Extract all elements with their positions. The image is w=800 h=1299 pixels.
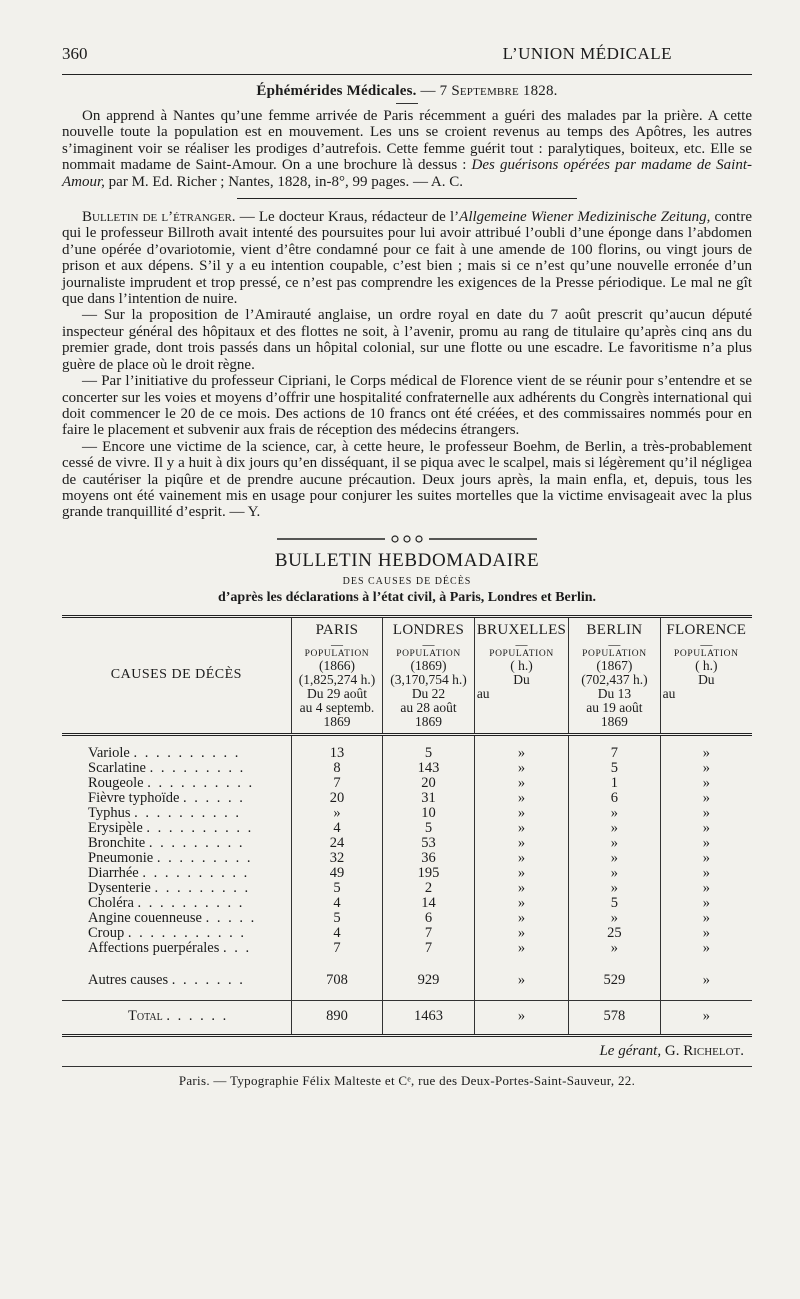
value-cell: 7 bbox=[383, 926, 475, 941]
page-header bbox=[62, 44, 752, 64]
title-rule bbox=[396, 103, 418, 104]
table-bottom-rule bbox=[62, 1034, 752, 1037]
value-cell: 31 bbox=[383, 791, 475, 806]
value-cell: 195 bbox=[383, 866, 475, 881]
table-row bbox=[62, 791, 752, 806]
header-rule bbox=[62, 74, 752, 75]
value-cell: 53 bbox=[383, 836, 475, 851]
value-cell: » bbox=[660, 761, 752, 776]
value-cell: » bbox=[569, 941, 660, 964]
value-cell: 24 bbox=[291, 836, 382, 851]
cause-cell: Variole . . . . . . . . . . bbox=[88, 744, 241, 761]
cause-cell: Scarlatine . . . . . . . . . bbox=[88, 759, 246, 776]
value-cell: 20 bbox=[291, 791, 382, 806]
value-cell: » bbox=[569, 881, 660, 896]
journal-page bbox=[62, 44, 752, 1089]
value-cell: 2 bbox=[383, 881, 475, 896]
value-cell: » bbox=[660, 821, 752, 836]
running-title: L’UNION MÉDICALE bbox=[502, 44, 672, 63]
value-cell: » bbox=[660, 836, 752, 851]
value-cell: » bbox=[569, 821, 660, 836]
table-header-row bbox=[62, 616, 752, 734]
value-cell: » bbox=[291, 806, 382, 821]
value-cell: » bbox=[474, 836, 568, 851]
value-cell: » bbox=[474, 821, 568, 836]
value-cell: » bbox=[660, 776, 752, 791]
value-cell: » bbox=[569, 866, 660, 881]
value-cell: 6 bbox=[383, 911, 475, 926]
value-cell: » bbox=[660, 896, 752, 911]
value-cell: 4 bbox=[291, 926, 382, 941]
value-cell: » bbox=[474, 791, 568, 806]
value-cell: 5 bbox=[569, 761, 660, 776]
cause-cell: Typhus . . . . . . . . . . bbox=[88, 804, 241, 821]
table-row bbox=[62, 806, 752, 821]
value-cell: » bbox=[474, 881, 568, 896]
value-cell: 5 bbox=[569, 896, 660, 911]
value-cell: 5 bbox=[383, 734, 475, 761]
value-cell: » bbox=[474, 761, 568, 776]
ornament-rule-icon bbox=[277, 535, 537, 543]
value-cell: 36 bbox=[383, 851, 475, 866]
value-cell: 1 bbox=[569, 776, 660, 791]
table-row bbox=[62, 941, 752, 964]
value-cell: » bbox=[474, 911, 568, 926]
cause-cell: Diarrhée . . . . . . . . . . bbox=[88, 864, 250, 881]
value-cell: 25 bbox=[569, 926, 660, 941]
signature bbox=[62, 1043, 752, 1060]
value-cell: 6 bbox=[569, 791, 660, 806]
cause-cell: Erysipèle . . . . . . . . . . bbox=[88, 819, 254, 836]
table-row bbox=[62, 836, 752, 851]
value-cell: » bbox=[660, 881, 752, 896]
table-row-other: Autres causes . . . . . . . 708 929 » 529 » bbox=[62, 964, 752, 1001]
value-cell: » bbox=[660, 866, 752, 881]
footer-rule bbox=[62, 1066, 752, 1067]
cause-cell: Affections puerpérales . . . bbox=[88, 939, 252, 956]
value-cell: » bbox=[569, 851, 660, 866]
table-row-total: Total . . . . . . 890 1463 » 578 » bbox=[62, 1000, 752, 1034]
ephemerides-date: — 7 Septembre 1828. bbox=[420, 83, 558, 99]
value-cell: » bbox=[474, 941, 568, 964]
table-row bbox=[62, 896, 752, 911]
deaths-table bbox=[62, 615, 752, 1034]
table-row bbox=[62, 821, 752, 836]
value-cell: » bbox=[569, 836, 660, 851]
page-number: 360 bbox=[62, 44, 88, 63]
value-cell: » bbox=[660, 734, 752, 761]
bulletin-etranger-heading: Bulletin de l’étranger. bbox=[82, 209, 236, 226]
table-row bbox=[62, 761, 752, 776]
value-cell: » bbox=[474, 806, 568, 821]
signature-name: G. Richelot. bbox=[664, 1042, 744, 1059]
bulletin-etranger-p3: — Par l’initiative du professeur Cipriani, le Corps médical de Florence vient de se réunir pour s’entendre et se concerter sur les voies et moyens d’offrir une hospitalité confraternelle aux adhérents du Congrès international qui doit commencer le 20 de ce mois. Des actions de 10 francs ont été créées, et des commissaires nommés pour en faire le placement et subvenir aux frais de réception des médecins étrangers. bbox=[62, 373, 752, 439]
cause-cell: Bronchite . . . . . . . . . bbox=[88, 834, 245, 851]
value-cell: » bbox=[569, 806, 660, 821]
value-cell: » bbox=[474, 866, 568, 881]
value-cell: 32 bbox=[291, 851, 382, 866]
ephemerides-paragraph: On apprend à Nantes qu’une femme arrivée de Paris récemment a guéri des malades par la prière. A cette nouvelle toute la population est en mouvement. Les uns se croient revenus au temps des Apôtres, les autres s’imaginent voir se réaliser les prodiges d’autrefois. Cette femme guérit tout : paralytiques, boiteux, etc. Elle se nommait madame de Saint-Amour. On a une brochure là dessus : Des guérisons opérées par madame de Saint-Amour, par M. Ed. Richer ; Nantes, 1828, in-8°, 99 pages. — A. C. bbox=[62, 108, 752, 190]
value-cell: » bbox=[474, 926, 568, 941]
bulletin-etranger-p2: — Sur la proposition de l’Amirauté anglaise, un ordre royal en date du 7 août prescrit qu’aucun député inspecteur général des hôpitaux et des flottes ne soit, à l’avenir, promu au rang de titulaire qu’après cinq ans du premier grade, dont trois passés dans un hôpital colonial, sur une flotte ou une escadre. Le favoritisme n’a plus guère de place où le droit règne. bbox=[62, 307, 752, 373]
cause-cell: Rougeole . . . . . . . . . . bbox=[88, 774, 255, 791]
value-cell: » bbox=[474, 896, 568, 911]
table-row bbox=[62, 866, 752, 881]
value-cell: » bbox=[660, 851, 752, 866]
table-row bbox=[62, 881, 752, 896]
value-cell: » bbox=[474, 776, 568, 791]
city-header-berlin: BERLIN — POPULATION (1867) (702,437 h.) Du 13 au 19 août 1869 bbox=[569, 616, 660, 734]
value-cell: » bbox=[660, 791, 752, 806]
book-title: Des guérisons opérées par madame de Saint-Amour, bbox=[62, 157, 752, 190]
value-cell: 5 bbox=[291, 911, 382, 926]
signature-label: Le gérant, bbox=[599, 1042, 662, 1059]
value-cell: 8 bbox=[291, 761, 382, 776]
value-cell: 10 bbox=[383, 806, 475, 821]
value-cell: » bbox=[660, 941, 752, 964]
value-cell: » bbox=[660, 911, 752, 926]
cause-cell: Dysenterie . . . . . . . . . bbox=[88, 879, 251, 896]
table-row bbox=[62, 911, 752, 926]
value-cell: » bbox=[660, 926, 752, 941]
value-cell: 14 bbox=[383, 896, 475, 911]
value-cell: » bbox=[660, 806, 752, 821]
bulletin-hebdomadaire-title: BULLETIN HEBDOMADAIRE bbox=[274, 549, 540, 571]
section-divider bbox=[237, 198, 577, 199]
bulletin-etranger-p1: Bulletin de l’étranger. — Le docteur Kraus, rédacteur de l’Allgemeine Wiener Medizinische Zeitung, contre qui le professeur Billroth avait intenté des poursuites pour lui avoir attribué l’oubli d’une éponge dans l’abdomen d’une opérée d’ovariotomie, vient d’être condamné pour ce fait à une amende de 100 florins, ou vingt jours de prison et aux dépens. S’il y a eu intention coupable, c’est bien ; mais si ce n’est qu’une nouvelle erronée d’un journaliste imprudent et trop pressé, ce n’est pas comprendre les exigences de la Presse périodique. Le mal ne gît que dans l’intention de nuire. bbox=[62, 209, 752, 308]
city-header-bruxelles: BRUXELLES — POPULATION ( h.) Du au bbox=[474, 616, 568, 734]
value-cell: 143 bbox=[383, 761, 475, 776]
value-cell: 5 bbox=[291, 881, 382, 896]
value-cell: 7 bbox=[569, 734, 660, 761]
city-header-paris: PARIS — POPULATION (1866) (1,825,274 h.) Du 29 août au 4 septemb. 1869 bbox=[291, 616, 382, 734]
bulletin-subtitle-2: d’après les déclarations à l’état civil, à Paris, Londres et Berlin. bbox=[217, 589, 597, 605]
value-cell: » bbox=[474, 851, 568, 866]
cause-cell: Angine couenneuse . . . . . bbox=[88, 909, 257, 926]
table-body bbox=[62, 734, 752, 1034]
ephemerides-title: Éphémérides Médicales. — 7 Septembre 1828. bbox=[256, 83, 558, 99]
value-cell: 4 bbox=[291, 896, 382, 911]
cause-cell: Choléra . . . . . . . . . . bbox=[88, 894, 245, 911]
table-row bbox=[62, 776, 752, 791]
table-row bbox=[62, 926, 752, 941]
value-cell: 49 bbox=[291, 866, 382, 881]
bulletin-etranger-p4: — Encore une victime de la science, car, à cette heure, le professeur Boehm, de Berlin, a très-probablement cessé de vivre. Il y a huit à dix jours qu’en disséquant, il se piqua avec le scalpel, mais si légèrement qu’il négligea de cautériser la piqûre et de prendre aucune précaution. Deux jours après, la main enfla, et, depuis, tous les moyens ont été vainement mis en usage pour conjurer les suites mortelles que la victime envisageait avec la plus grande tranquillité d’esprit. — Y. bbox=[62, 438, 752, 521]
value-cell: 4 bbox=[291, 821, 382, 836]
value-cell: 5 bbox=[383, 821, 475, 836]
city-header-londres: LONDRES — POPULATION (1869) (3,170,754 h.) Du 22 au 28 août 1869 bbox=[383, 616, 475, 734]
value-cell: 7 bbox=[383, 941, 475, 964]
printer-imprint: Paris. — Typographie Félix Malteste et Cᵉ, rue des Deux-Portes-Saint-Sauveur, 22. bbox=[178, 1072, 636, 1088]
cause-cell: Croup . . . . . . . . . . . bbox=[88, 924, 246, 941]
cause-cell: Pneumonie . . . . . . . . . bbox=[88, 849, 253, 866]
value-cell: 7 bbox=[291, 776, 382, 791]
value-cell: 7 bbox=[291, 941, 382, 964]
value-cell: » bbox=[474, 734, 568, 761]
table-row bbox=[62, 851, 752, 866]
value-cell: 13 bbox=[291, 734, 382, 761]
value-cell: 20 bbox=[383, 776, 475, 791]
bulletin-subtitle: DES CAUSES DE DÉCÈS bbox=[342, 575, 472, 587]
value-cell: » bbox=[569, 911, 660, 926]
causes-header: CAUSES DE DÉCÈS bbox=[110, 667, 242, 683]
cause-cell: Fièvre typhoïde . . . . . . bbox=[88, 789, 245, 806]
ornament-divider bbox=[62, 531, 752, 547]
journal-name: Allgemeine Wiener Medizinische Zeitung, bbox=[459, 209, 711, 226]
table-row bbox=[62, 734, 752, 761]
city-header-florence: FLORENCE — POPULATION ( h.) Du au bbox=[660, 616, 752, 734]
